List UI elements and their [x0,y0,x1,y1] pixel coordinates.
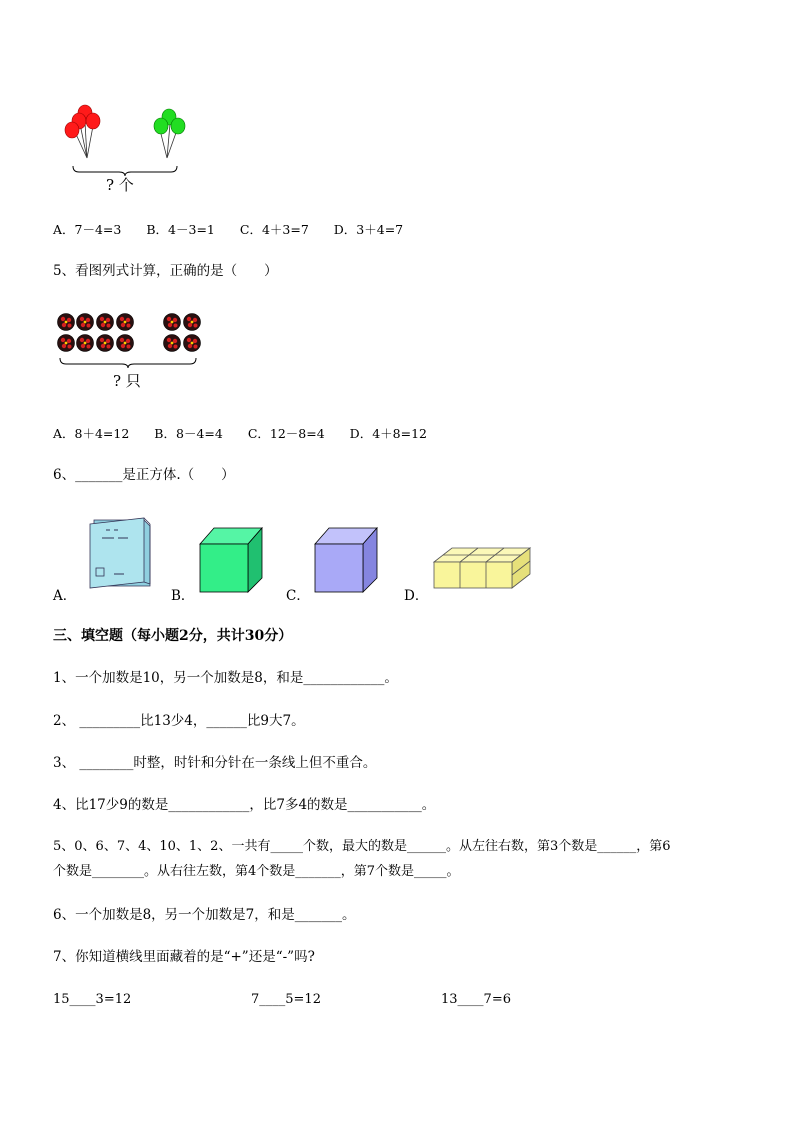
q5-stem: 5、看图列式计算，正确的是（ ） [53,263,278,279]
ladybug-icons [55,310,205,370]
fill-q3: 3、 ________时整，时针和分针在一条线上但不重合。 [53,755,377,771]
green-balloons [154,109,185,158]
q6-option-d-shape [432,544,534,596]
q6-option-c-shape [313,526,383,598]
q7-item-1: 15____3=12 [53,992,132,1007]
fill-q7: 7、你知道横线里面藏着的是“+”还是“-”吗? [53,949,315,965]
q7-item-2: 7____5=12 [251,992,321,1007]
brace [60,358,196,368]
q6-option-d-label: D． [404,588,429,604]
q6-option-a-shape [84,516,154,596]
q4-brace-label: ? 个 [106,176,134,194]
fill-q5-line1: 5、0、6、7、4、10、1、2、一共有_____个数，最大的数是______。从左往右数，第3个数是______，第6 [53,839,671,854]
fill-q2: 2、 _________比13少4，______比9大7。 [53,713,305,729]
brace [73,166,177,176]
ladybugs-figure [55,310,205,370]
q6-option-b-label: B． [171,588,195,604]
q6-stem: 6、_______是正方体.（ ） [53,467,235,483]
q6-option-b-shape [198,526,268,598]
q4-options: A．7－4=3 B．4－3=1 C．4＋3=7 D．3＋4=7 [53,222,404,237]
fill-q4: 4、比17少9的数是____________，比7多4的数是___________。 [53,797,436,813]
fill-q5-line2: 个数是________。从右往左数，第4个数是_______，第7个数是_____。 [53,864,460,879]
q6-option-c-label: C． [286,588,310,604]
red-balloons [65,105,100,158]
fill-q6: 6、一个加数是8，另一个加数是7，和是_______。 [53,907,356,923]
q7-item-3: 13____7=6 [441,992,511,1007]
fill-q1: 1、一个加数是10，另一个加数是8，和是____________。 [53,670,398,686]
q5-brace-label: ? 只 [113,372,141,390]
q5-options: A．8＋4=12 B．8－4=4 C．12－8=4 D．4＋8=12 [53,426,427,441]
q6-option-a-label: A． [53,588,77,604]
section3-title: 三、填空题（每小题2分，共计30分） [53,628,293,644]
